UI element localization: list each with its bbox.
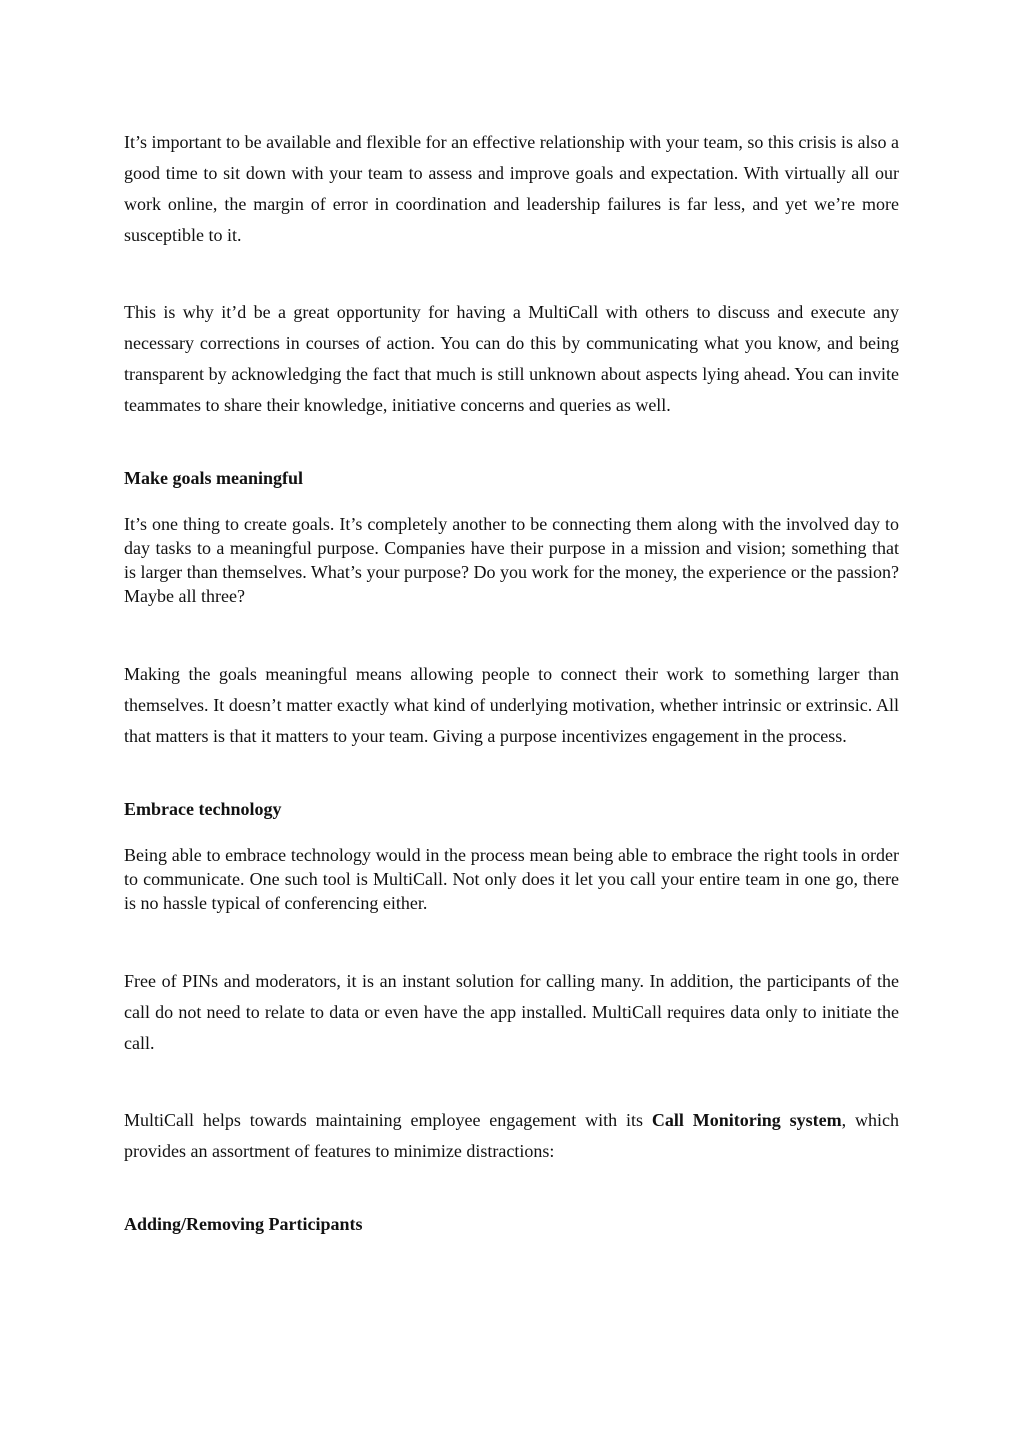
paragraph-multicall-opportunity: This is why it’d be a great opportunity for having a MultiCall with others to discuss and execute any necessary corrections in courses of action. You can do this by communicating what you know, and being transparent by acknowledging the fact that much is still unknown about aspects lying ahead. You can invite teammates to share their knowledge, initiative concerns and queries as well. xyxy=(124,302,899,415)
document-page xyxy=(124,127,899,1236)
paragraph-call-monitoring xyxy=(124,1105,899,1167)
paragraph-free-of-pins: Free of PINs and moderators, it is an instant solution for calling many. In addition, the participants of the call do not need to relate to data or even have the app installed. MultiCall requires data only to initiate the call. xyxy=(124,971,899,1053)
call-monitoring-text-after: , which provides an assortment of features to minimize distractions: xyxy=(124,1110,899,1161)
heading-adding-removing-participants: Adding/Removing Participants xyxy=(124,1214,363,1234)
heading-embrace-technology: Embrace technology xyxy=(124,799,282,819)
paragraph-meaningful-goals: Making the goals meaningful means allowing people to connect their work to something larger than themselves. It doesn’t matter exactly what kind of underlying motivation, whether intrinsic or extrinsic. All that matters is that it matters to your team. Giving a purpose incentivizes engagement in the process. xyxy=(124,664,899,746)
paragraph-availability: It’s important to be available and flexible for an effective relationship with your team, so this crisis is also a good time to sit down with your team to assess and improve goals and expectation. With virtually all our work online, the margin of error in coordination and leadership failures is far less, and yet we’re more susceptible to it. xyxy=(124,132,899,245)
paragraph-embrace-technology: Being able to embrace technology would in the process mean being able to embrace the right tools in order to communicate. One such tool is MultiCall. Not only does it let you call your entire team in one go, there is no hassle typical of conferencing either. xyxy=(124,845,899,913)
paragraph-create-goals: It’s one thing to create goals. It’s completely another to be connecting them along with the involved day to day tasks to a meaningful purpose. Companies have their purpose in a mission and vision; something that is larger than themselves. What’s your purpose? Do you work for the money, the experience or the passion? Maybe all three? xyxy=(124,514,899,606)
call-monitoring-text-before: MultiCall helps towards maintaining employee engagement with its xyxy=(124,1110,652,1130)
call-monitoring-system-bold: Call Monitoring system xyxy=(651,1110,842,1130)
heading-make-goals-meaningful: Make goals meaningful xyxy=(124,468,304,488)
